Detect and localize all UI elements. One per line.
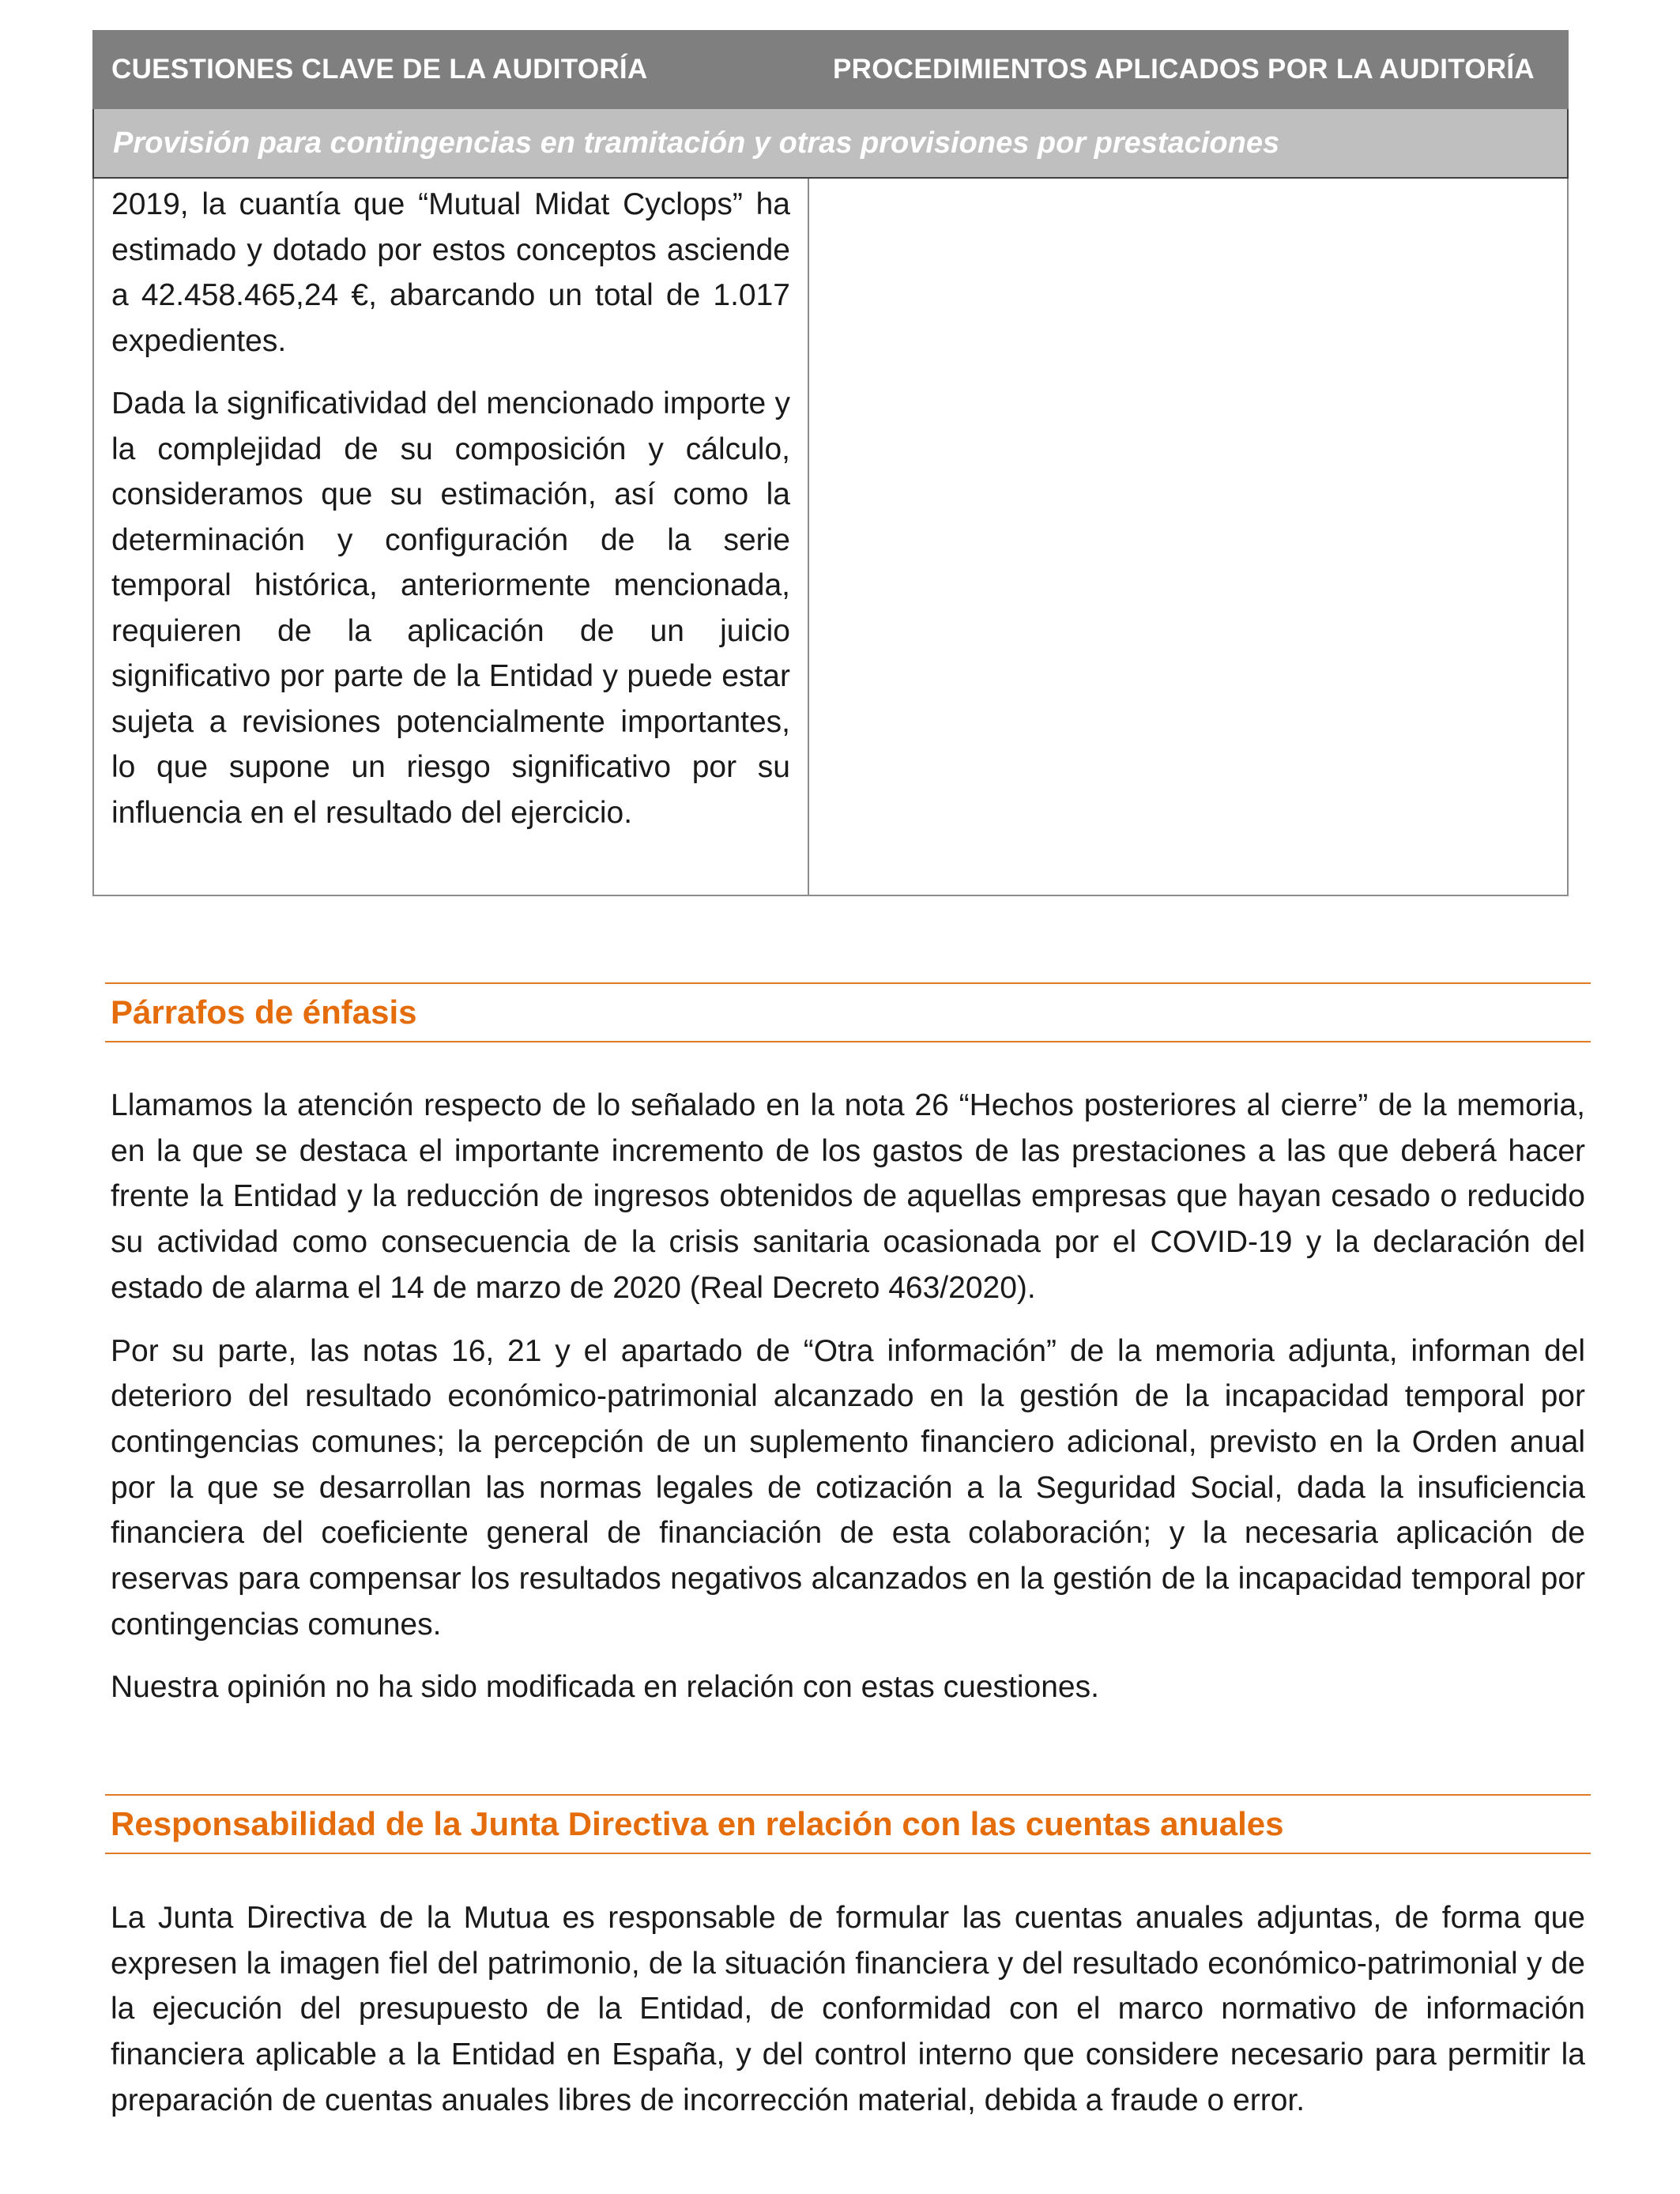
key-matter-cell (94, 179, 809, 895)
enfasis-body (111, 1083, 1585, 1728)
enfasis-paragraph: Llamamos la atención respecto de lo señalado en la nota 26 “Hechos posteriores al cierre” de la memoria, en la que se destaca el importante incremento de los gastos de las prestaciones a las que deberá hacer frente la Entidad y la reducción de ingresos obtenidos de aquellas empresas que hayan cesado o reducido su actividad como consecuencia de la crisis sanitaria ocasionada por el COVID-19 y la declaración del estado de alarma el 14 de marzo de 2020 (Real Decreto 463/2020). (111, 1088, 1585, 1305)
enfasis-paragraph: Por su parte, las notas 16, 21 y el apartado de “Otra información” de la memoria adjunta, informan del deterioro del resultado económico-patrimonial alcanzado en la gestión de la incapacidad temporal por contingencias comunes; la percepción de un suplemento financiero adicional, previsto en la Orden anual por la que se desarrollan las normas legales de cotización a la Seguridad Social, dada la insuficiencia financiera del coeficiente general de financiación de esta colaboración; y la necesaria aplicación de reservas para compensar los resultados negativos alcanzados en la gestión de la incapacidad temporal por contingencias comunes. (111, 1333, 1585, 1642)
table-header-row (92, 30, 1569, 109)
procedures-cell (809, 179, 1567, 895)
table-body-row (92, 179, 1569, 896)
enfasis-paragraph: Nuestra opinión no ha sido modificada en relación con estas cuestiones. (111, 1670, 1099, 1705)
responsabilidad-paragraph: La Junta Directiva de la Mutua es responsable de formular las cuentas anuales adjuntas, de forma que expresen la imagen fiel del patrimonio, de la situación financiera y del resultado económico-patrimonial y de la ejecución del presupuesto de la Entidad, de conformidad con el marco normativo de información financiera aplicable a la Entidad en España, y del control interno que considere necesario para permitir la preparación de cuentas anuales libres de incorrección material, debida a fraude o error. (111, 1901, 1585, 2117)
audit-matters-table (92, 30, 1569, 896)
section-title-text: Párrafos de énfasis (111, 993, 417, 1031)
section-title-text: Responsabilidad de la Junta Directiva en relación con las cuentas anuales (111, 1805, 1284, 1842)
key-matter-paragraph: 2019, la cuantía que “Mutual Midat Cyclops” ha estimado y dotado por estos conceptos asciende a 42.458.465,24 €, abarcando un total de 1.017 expedientes. (111, 187, 790, 358)
section-title-enfasis (105, 982, 1591, 1042)
table-header-procedures: PROCEDIMIENTOS APLICADOS POR LA AUDITORÍA (833, 54, 1535, 85)
section-title-responsabilidad (105, 1794, 1591, 1854)
table-header-key-matters: CUESTIONES CLAVE DE LA AUDITORÍA (111, 54, 648, 85)
key-matter-paragraph: Dada la significatividad del mencionado importe y la complejidad de su composición y cálculo, consideramos que su estimación, así como la determinación y configuración de la serie temporal histórica, anteriormente mencionada, requieren de la aplicación de un juicio significativo por parte de la Entidad y puede estar sujeta a revisiones potencialmente importantes, lo que supone un riesgo significativo por su influencia en el resultado del ejercicio. (111, 386, 790, 830)
table-subheader: Provisión para contingencias en tramitación y otras provisiones por prestaciones (92, 109, 1569, 179)
responsabilidad-body (111, 1895, 1585, 2141)
